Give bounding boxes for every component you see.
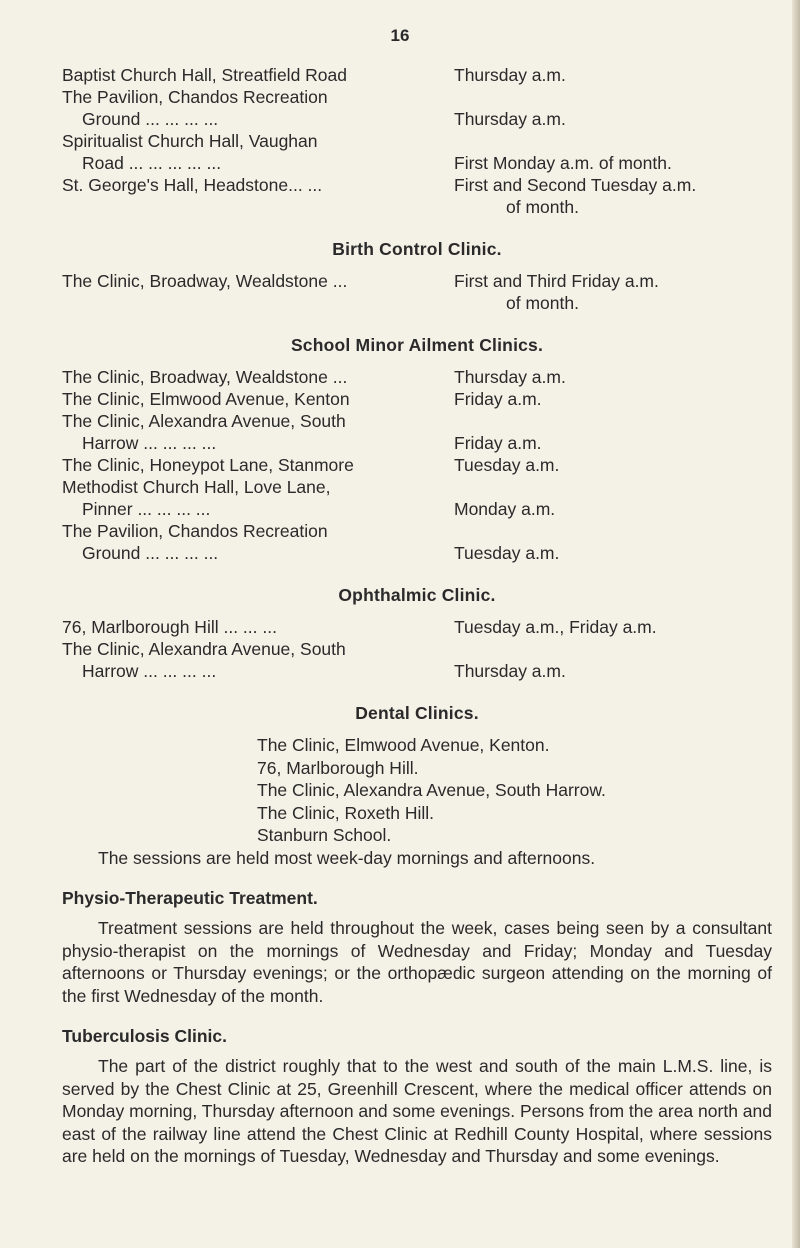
location-line: St. George's Hall, Headstone... ... bbox=[62, 175, 323, 195]
heading-physio: Physio-Therapeutic Treatment. bbox=[62, 888, 318, 908]
schedule-row bbox=[62, 86, 772, 130]
location-cell bbox=[62, 174, 454, 196]
location-line-continued: Pinner ... ... ... ... bbox=[82, 499, 211, 519]
location-line: 76, Marlborough Hill ... ... ... bbox=[62, 617, 277, 637]
time-cell bbox=[454, 270, 772, 314]
schedule-row bbox=[62, 64, 772, 86]
dental-clinic-list bbox=[62, 734, 772, 847]
location-line: The Clinic, Alexandra Avenue, South bbox=[62, 639, 346, 659]
time-cell bbox=[454, 388, 772, 410]
schedule-row bbox=[62, 454, 772, 476]
page-number: 16 bbox=[390, 26, 410, 45]
time-cell bbox=[454, 130, 772, 174]
time-line: Friday a.m. bbox=[454, 389, 542, 409]
dental-note: The sessions are held most week-day mornings and afternoons. bbox=[98, 847, 596, 868]
location-cell bbox=[62, 616, 454, 638]
time-cell bbox=[454, 454, 772, 476]
location-cell bbox=[62, 388, 454, 410]
schedule-row bbox=[62, 520, 772, 564]
list-item: The Clinic, Elmwood Avenue, Kenton. bbox=[257, 735, 550, 755]
time-line: Tuesday a.m. bbox=[454, 455, 560, 475]
time-line: Thursday a.m. bbox=[454, 661, 566, 681]
time-line-continued: of month. bbox=[506, 293, 579, 313]
list-item: Stanburn School. bbox=[257, 825, 392, 845]
location-line-continued: Ground ... ... ... ... bbox=[82, 109, 219, 129]
location-cell bbox=[62, 638, 454, 682]
time-cell bbox=[454, 520, 772, 564]
time-line: Monday a.m. bbox=[454, 499, 556, 519]
time-cell bbox=[454, 174, 772, 218]
location-cell bbox=[62, 366, 454, 388]
location-line: The Pavilion, Chandos Recreation bbox=[62, 87, 328, 107]
location-line: The Pavilion, Chandos Recreation bbox=[62, 521, 328, 541]
time-cell bbox=[454, 476, 772, 520]
time-cell bbox=[454, 638, 772, 682]
location-cell bbox=[62, 270, 454, 292]
schedule-row bbox=[62, 270, 772, 314]
location-line-continued: Harrow ... ... ... ... bbox=[82, 433, 217, 453]
location-line-continued: Harrow ... ... ... ... bbox=[82, 661, 217, 681]
location-line: The Clinic, Alexandra Avenue, South bbox=[62, 411, 346, 431]
schedule-row bbox=[62, 476, 772, 520]
time-line: Thursday a.m. bbox=[454, 65, 566, 85]
location-line: The Clinic, Broadway, Wealdstone ... bbox=[62, 367, 348, 387]
list-item: The Clinic, Alexandra Avenue, South Harrow. bbox=[257, 780, 606, 800]
list-item: 76, Marlborough Hill. bbox=[257, 757, 419, 778]
time-line: First and Third Friday a.m. bbox=[454, 271, 659, 291]
schedule-row bbox=[62, 410, 772, 454]
time-cell bbox=[454, 410, 772, 454]
location-line: Spiritualist Church Hall, Vaughan bbox=[62, 131, 318, 151]
paragraph-physio: Treatment sessions are held throughout the week, cases being seen by a consultant physio-therapist on the mornings of Wednesday and Friday; Monday and Tuesday afternoons or Thursday evenings; or the orthopædic surgeon attending on the morning of the first Wednesday of the month. bbox=[62, 918, 772, 1006]
time-line: Thursday a.m. bbox=[454, 109, 566, 129]
time-line: Tuesday a.m., Friday a.m. bbox=[454, 617, 657, 637]
heading-tuberculosis: Tuberculosis Clinic. bbox=[62, 1026, 227, 1046]
schedule-row bbox=[62, 616, 772, 638]
page-edge bbox=[792, 0, 800, 1248]
location-cell bbox=[62, 130, 454, 174]
time-cell bbox=[454, 86, 772, 130]
schedule-row bbox=[62, 130, 772, 174]
location-line-continued: Road ... ... ... ... ... bbox=[82, 153, 222, 173]
location-line: The Clinic, Elmwood Avenue, Kenton bbox=[62, 389, 350, 409]
schedule-row bbox=[62, 638, 772, 682]
list-item: The Clinic, Roxeth Hill. bbox=[257, 802, 434, 823]
location-cell bbox=[62, 64, 454, 86]
page-content bbox=[62, 64, 772, 1168]
location-cell bbox=[62, 86, 454, 130]
paragraph-tuberculosis: The part of the district roughly that to the west and south of the main L.M.S. line, is served by the Chest Clinic at 25, Greenhill Crescent, where the medical officer attends on Monday morning, Thursday afternoon and some evenings. Persons from the area north and east of the railway line attend the Chest Clinic at Redhill County Hospital, where sessions are held on the mornings of Tuesday, Wednesday and Thursday and some evenings. bbox=[62, 1056, 772, 1166]
location-line: The Clinic, Broadway, Wealdstone ... bbox=[62, 271, 348, 291]
location-line: Baptist Church Hall, Streatfield Road bbox=[62, 65, 347, 85]
time-line: Tuesday a.m. bbox=[454, 543, 560, 563]
location-cell bbox=[62, 454, 454, 476]
time-cell bbox=[454, 64, 772, 86]
schedule-row bbox=[62, 174, 772, 218]
time-line: Friday a.m. bbox=[454, 433, 542, 453]
time-line: First Monday a.m. of month. bbox=[454, 153, 672, 173]
section-title-birth-control: Birth Control Clinic. bbox=[332, 239, 502, 259]
location-cell bbox=[62, 476, 454, 520]
time-line-continued: of month. bbox=[506, 197, 579, 217]
time-line: Thursday a.m. bbox=[454, 367, 566, 387]
location-line-continued: Ground ... ... ... ... bbox=[82, 543, 219, 563]
section-title-ophthalmic: Ophthalmic Clinic. bbox=[338, 585, 496, 605]
location-line: Methodist Church Hall, Love Lane, bbox=[62, 477, 331, 497]
time-cell bbox=[454, 366, 772, 388]
section-title-dental: Dental Clinics. bbox=[355, 703, 479, 723]
location-line: The Clinic, Honeypot Lane, Stanmore bbox=[62, 455, 354, 475]
location-cell bbox=[62, 410, 454, 454]
schedule-row bbox=[62, 388, 772, 410]
location-cell bbox=[62, 520, 454, 564]
time-line: First and Second Tuesday a.m. bbox=[454, 175, 697, 195]
schedule-row bbox=[62, 366, 772, 388]
time-cell bbox=[454, 616, 772, 638]
section-title-school-minor: School Minor Ailment Clinics. bbox=[290, 335, 544, 355]
